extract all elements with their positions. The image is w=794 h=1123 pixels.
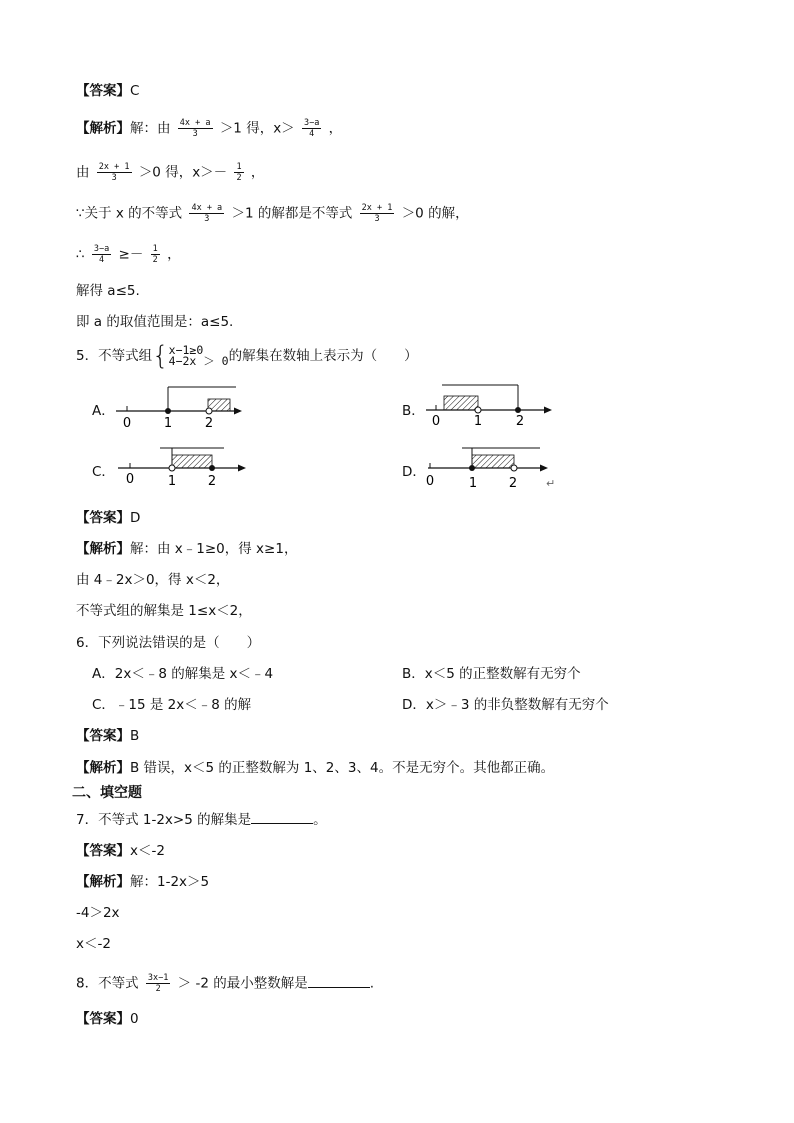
tick-label: 2 bbox=[207, 474, 217, 489]
q4-analysis-line2 bbox=[76, 162, 264, 183]
analysis-tag: 【解析】 bbox=[76, 760, 130, 776]
q6-stem: 6．下列说法错误的是（ ） bbox=[76, 635, 261, 651]
q5-option-d-number-line[interactable] bbox=[422, 441, 562, 493]
q4-analysis-line5: 解得 a≤5. bbox=[76, 283, 140, 299]
text: ＞ -2 的最小整数解是 bbox=[177, 975, 308, 992]
fraction bbox=[151, 244, 160, 265]
hatched-region bbox=[444, 396, 478, 410]
answer-value: 0 bbox=[130, 1011, 139, 1027]
text: ， bbox=[328, 120, 343, 137]
closed-point bbox=[165, 408, 171, 414]
q5-option-b-label[interactable]: B． bbox=[402, 403, 425, 419]
text: 解：由 x﹣1≥0，得 x≥1， bbox=[130, 541, 298, 557]
axis-arrow bbox=[544, 407, 552, 414]
numerator: 2x + 1 bbox=[98, 162, 130, 172]
fraction bbox=[234, 162, 243, 183]
q7-stem bbox=[76, 811, 327, 829]
fraction bbox=[146, 973, 170, 994]
text: ＞0 得，x＞－ bbox=[138, 164, 228, 181]
q6-option-a[interactable]: A．2x＜﹣8 的解集是 x＜﹣4 bbox=[92, 666, 274, 682]
fraction bbox=[360, 203, 395, 224]
hatched-region bbox=[472, 455, 514, 468]
q5-option-b-number-line[interactable] bbox=[422, 382, 562, 432]
q4-analysis-line6: 即 a 的取值范围是：a≤5. bbox=[76, 314, 234, 330]
text: 的解集在数轴上表示为（ ） bbox=[228, 348, 418, 364]
q5-option-c-label[interactable]: C． bbox=[92, 464, 115, 480]
fraction bbox=[97, 162, 132, 183]
q4-analysis-line1 bbox=[76, 118, 342, 139]
tick-label: 2 bbox=[515, 414, 525, 429]
numerator: 4x + a bbox=[179, 118, 211, 128]
answer-value: x＜-2 bbox=[130, 843, 165, 859]
text: 。 bbox=[313, 812, 327, 828]
q5-stem bbox=[76, 343, 418, 369]
denominator: 2 bbox=[236, 173, 242, 183]
text: ， bbox=[167, 246, 181, 263]
numerator: 2x + 1 bbox=[361, 203, 393, 213]
open-point bbox=[169, 465, 175, 471]
open-point bbox=[511, 465, 517, 471]
q5-answer-line bbox=[76, 509, 140, 527]
answer-tag: 【答案】 bbox=[76, 843, 130, 859]
axis-arrow bbox=[234, 408, 242, 415]
tick-label: 0 bbox=[125, 472, 135, 487]
q6-analysis-line bbox=[76, 759, 554, 777]
closed-point bbox=[515, 407, 521, 413]
text: ∵关于 x 的不等式 bbox=[76, 205, 183, 222]
denominator: 3 bbox=[111, 173, 117, 183]
denominator: 2 bbox=[155, 984, 161, 994]
answer-value: B bbox=[130, 728, 140, 744]
fraction bbox=[178, 118, 213, 139]
axis-arrow bbox=[540, 465, 548, 472]
q5-option-d-label[interactable]: D． bbox=[402, 464, 426, 480]
tick-label: 1 bbox=[473, 414, 483, 429]
hatched-region bbox=[172, 455, 212, 468]
q5-analysis-line3: 不等式组的解集是 1≤x＜2， bbox=[76, 603, 252, 619]
system-line: 4−2x ＞ 0 bbox=[168, 354, 229, 368]
q8-answer-line bbox=[76, 1010, 139, 1028]
tick-label: 2 bbox=[508, 476, 518, 491]
analysis-tag: 【解析】 bbox=[76, 120, 130, 137]
q6-option-d[interactable]: D．x＞﹣3 的非负整数解有无穷个 bbox=[402, 697, 609, 713]
text: 7．不等式 1-2x>5 的解集是 bbox=[76, 812, 252, 828]
q7-analysis-line2: -4＞2x bbox=[76, 905, 120, 921]
text: ∴ bbox=[76, 246, 85, 263]
open-point bbox=[206, 408, 212, 414]
text: 解：1-2x＞5 bbox=[130, 874, 210, 890]
numerator: 3x−1 bbox=[147, 973, 169, 983]
inequality-system bbox=[169, 345, 229, 367]
numerator: 3−a bbox=[303, 118, 320, 128]
text: ≥－ bbox=[118, 246, 144, 263]
text: 5．不等式组 bbox=[76, 348, 153, 364]
q4-analysis-line4 bbox=[76, 244, 181, 265]
answer-tag: 【答案】 bbox=[76, 728, 130, 744]
axis-arrow bbox=[238, 465, 246, 472]
closed-point bbox=[209, 465, 215, 471]
text: 由 bbox=[76, 164, 90, 181]
text: ， bbox=[250, 164, 265, 181]
brace: { bbox=[152, 341, 169, 371]
answer-tag: 【答案】 bbox=[76, 510, 130, 526]
system-line: x−1≥0 bbox=[168, 343, 204, 357]
q4-analysis-line3 bbox=[76, 203, 469, 224]
denominator: 2 bbox=[152, 255, 158, 265]
fraction bbox=[92, 244, 111, 265]
tick-label: 0 bbox=[425, 474, 435, 489]
denominator: 3 bbox=[192, 129, 198, 139]
answer-tag: 【答案】 bbox=[76, 83, 130, 99]
numerator: 4x + a bbox=[191, 203, 223, 213]
tick-label: 1 bbox=[163, 416, 173, 431]
answer-tag: 【答案】 bbox=[76, 1011, 130, 1027]
denominator: 3 bbox=[374, 214, 380, 224]
tick-label: 2 bbox=[204, 416, 214, 431]
q5-option-a-number-line[interactable] bbox=[112, 384, 252, 434]
denominator: 4 bbox=[99, 255, 105, 265]
denominator: 4 bbox=[309, 129, 315, 139]
tick-label: 1 bbox=[167, 474, 177, 489]
analysis-tag: 【解析】 bbox=[76, 541, 130, 557]
q4-answer-line bbox=[76, 82, 139, 100]
answer-blank[interactable] bbox=[251, 811, 313, 824]
tick-label: 1 bbox=[468, 476, 478, 491]
section-heading: 二、填空题 bbox=[72, 785, 142, 801]
analysis-tag: 【解析】 bbox=[76, 874, 130, 890]
numerator: 1 bbox=[152, 244, 158, 254]
text: 8．不等式 bbox=[76, 975, 139, 992]
q7-answer-line bbox=[76, 842, 165, 860]
open-point bbox=[475, 407, 481, 413]
numerator: 1 bbox=[236, 162, 242, 172]
text: . bbox=[369, 975, 375, 992]
q6-answer-line bbox=[76, 727, 139, 745]
text: ＞1 得，x＞ bbox=[219, 120, 295, 137]
tick-label: 0 bbox=[122, 416, 132, 431]
text: B 错误，x＜5 的正整数解为 1、2、3、4。不是无穷个。其他都正确。 bbox=[130, 760, 555, 776]
closed-point bbox=[469, 465, 475, 471]
denominator: 3 bbox=[204, 214, 210, 224]
q5-analysis-line1 bbox=[76, 540, 297, 558]
answer-blank[interactable] bbox=[308, 975, 370, 988]
text: ＞1 的解都是不等式 bbox=[231, 205, 353, 222]
q7-analysis-line3: x＜-2 bbox=[76, 936, 111, 952]
q5-option-a-label[interactable]: A． bbox=[92, 403, 115, 419]
answer-value: C bbox=[130, 83, 140, 99]
q6-option-c[interactable]: C．﹣15 是 2x＜﹣8 的解 bbox=[92, 697, 252, 713]
q8-stem bbox=[76, 973, 374, 994]
text: ＞0 的解， bbox=[401, 205, 469, 222]
q5-analysis-line2: 由 4﹣2x＞0，得 x＜2， bbox=[76, 572, 230, 588]
tick-label: 0 bbox=[431, 414, 441, 429]
return-mark: ↵ bbox=[546, 477, 556, 490]
fraction bbox=[189, 203, 224, 224]
text: 解：由 bbox=[130, 120, 171, 137]
q6-option-b[interactable]: B．x＜5 的正整数解有无穷个 bbox=[402, 666, 581, 682]
answer-value: D bbox=[130, 510, 141, 526]
q5-option-c-number-line[interactable] bbox=[112, 441, 252, 493]
q7-analysis-line1 bbox=[76, 873, 209, 891]
fraction bbox=[302, 118, 321, 139]
numerator: 3−a bbox=[93, 244, 110, 254]
